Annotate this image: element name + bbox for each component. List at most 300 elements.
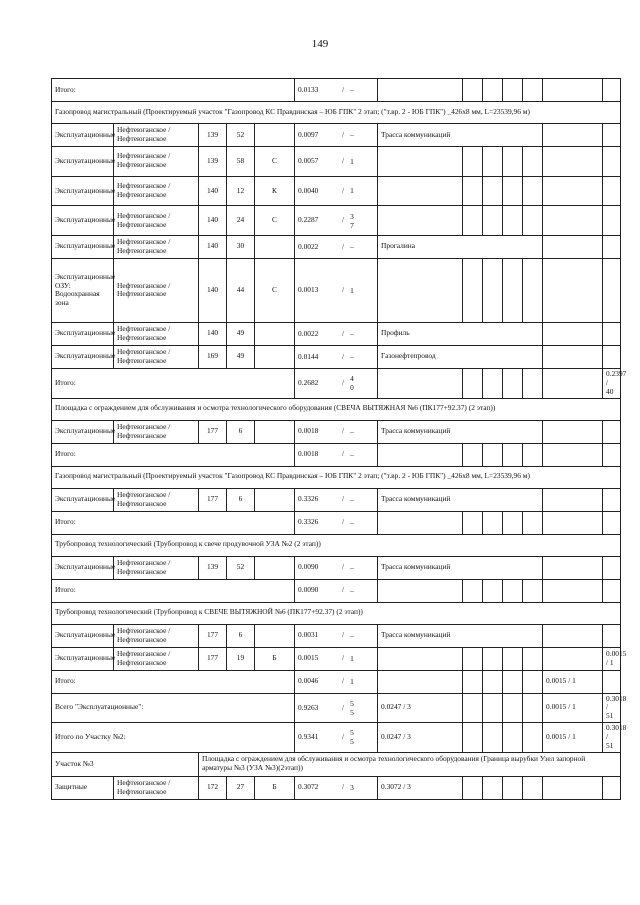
col-e (463, 443, 483, 466)
col-e3 (503, 443, 523, 466)
category-code-cell (255, 322, 295, 345)
forestry-cell: Нефтеюганское / Нефтеюганское (114, 176, 199, 206)
category-cell: Эксплуатационные (52, 624, 114, 647)
category-cell: Эксплуатационные (52, 206, 114, 236)
plot-count: – (350, 85, 354, 95)
area-value: 0.0022 (298, 328, 319, 338)
area-value: 0.0046 (298, 676, 319, 686)
total-label: Итого: (52, 579, 295, 602)
table-row (52, 420, 621, 443)
col-e4 (523, 776, 543, 799)
category-cell: Эксплуатационные (52, 124, 114, 147)
col-f (543, 345, 603, 368)
col-f (543, 235, 603, 258)
area-value: 0.9263 (298, 702, 319, 712)
table-row (52, 624, 621, 647)
col-d (378, 206, 463, 236)
col-e2 (483, 258, 503, 322)
col-f (523, 670, 543, 693)
col-e4 (523, 258, 543, 322)
forestry-cell: Нефтеюганское / Нефтеюганское (114, 124, 199, 147)
parcel-cell: 6 (227, 420, 255, 443)
quarter-cell: 140 (199, 176, 227, 206)
total-label: Итого: (52, 511, 295, 534)
parcel-cell: 6 (227, 488, 255, 511)
col-d (378, 79, 463, 102)
category-code-cell: С (255, 258, 295, 322)
table-row (52, 556, 621, 579)
plot-count: – (350, 449, 354, 459)
col-e (463, 511, 483, 534)
col-g (603, 345, 621, 368)
col-e2 (483, 206, 503, 236)
category-code-cell: С (255, 206, 295, 236)
col-g (603, 420, 621, 443)
col-f (543, 776, 603, 799)
note-cell: Трасса коммуникаций (378, 556, 543, 579)
table-row (52, 488, 621, 511)
col-f (523, 723, 543, 753)
forestry-cell: Нефтеюганское / Нефтеюганское (114, 624, 199, 647)
category-code-cell: Б (255, 776, 295, 799)
area-value: 0.3072 (298, 782, 319, 792)
category-code-cell (255, 124, 295, 147)
col-e2 (483, 723, 503, 753)
col-e3 (503, 647, 523, 670)
col-e2 (483, 79, 503, 102)
quarter-cell: 140 (199, 235, 227, 258)
forestry-cell: Нефтеюганское / Нефтеюганское (114, 206, 199, 236)
category-cell: Эксплуатационные (52, 420, 114, 443)
plot-count: – (350, 329, 354, 339)
forestry-cell: Нефтеюганское / Нефтеюганское (114, 647, 199, 670)
category-code-cell (255, 345, 295, 368)
section-title: Газопровод магистральный (Проектируемый участок "Газопровод КС Правдинская – ЮБ ГПК" 2 этап; ("т.вр. 2 - ЮБ ГПК") _426х8 мм, L=23539,96 м) (52, 466, 621, 488)
col-e2 (483, 147, 503, 177)
col-d (378, 647, 463, 670)
quarter-cell: 177 (199, 647, 227, 670)
area-value: 0.0018 (298, 449, 319, 459)
area-value: 0.0057 (298, 155, 319, 165)
area-cell: 0.3326 / – (295, 511, 378, 534)
category-code-cell: С (255, 147, 295, 177)
col-f (543, 206, 603, 236)
plot-count: 1 (350, 156, 354, 166)
quarter-cell: 139 (199, 124, 227, 147)
table-row (52, 176, 621, 206)
section-title: Площадка с ограждением для обслуживания и осмотра технологического оборудования (СВЕЧА ВЫТЯЖНАЯ №6 (ПК177+92.37) (2 этап)) (52, 398, 621, 420)
area-value: 0.0031 (298, 630, 319, 640)
col-e (463, 647, 483, 670)
col-e3 (503, 511, 523, 534)
area-value: 0.0018 (298, 426, 319, 436)
col-e2 (483, 776, 503, 799)
col-h (603, 579, 621, 602)
parcel-cell: 19 (227, 647, 255, 670)
table-row (52, 206, 621, 236)
area-cell: 0.0015 / 1 (295, 647, 378, 670)
table-row (52, 124, 621, 147)
category-code-cell: Б (255, 647, 295, 670)
parcel-cell: 27 (227, 776, 255, 799)
col-e3 (503, 258, 523, 322)
area-value: 0.0013 (298, 285, 319, 295)
category-cell: Эксплуатационные (52, 322, 114, 345)
plot-label: Участок №3 (52, 752, 199, 776)
area-value: 0.2287 (298, 215, 319, 225)
total-label: Итого: (52, 670, 295, 693)
section-header-row (52, 398, 621, 420)
area-cell: 0.0144 / – (295, 345, 378, 368)
table-row (52, 322, 621, 345)
col-e3 (503, 176, 523, 206)
col-f (543, 322, 603, 345)
forestry-cell: Нефтеюганское / Нефтеюганское (114, 488, 199, 511)
note-cell: Трасса коммуникаций (378, 124, 543, 147)
area-value: 0.0144 (298, 351, 319, 361)
total-row (52, 368, 621, 398)
col-g (603, 258, 621, 322)
col-f (523, 511, 543, 534)
category-cell: Эксплуатационные (52, 647, 114, 670)
quarter-cell: 177 (199, 420, 227, 443)
col-e2 (483, 176, 503, 206)
col-e3 (503, 723, 523, 753)
col-d (378, 368, 463, 398)
col-h (603, 511, 621, 534)
area-cell: 0.0031 / – (295, 624, 378, 647)
forest-plots-table (51, 78, 627, 800)
forestry-cell: Нефтеюганское / Нефтеюганское (114, 776, 199, 799)
note-cell: Трасса коммуникаций (378, 488, 543, 511)
plot-count: 3 7 (350, 211, 354, 230)
area-cell: 0.0018 / – (295, 420, 378, 443)
col-h (603, 443, 621, 466)
col-f (543, 258, 603, 322)
category-cell: Эксплуатационные (52, 488, 114, 511)
category-code-cell (255, 488, 295, 511)
quarter-cell: 177 (199, 624, 227, 647)
forestry-cell: Нефтеюганское / Нефтеюганское (114, 420, 199, 443)
note-cell: Трасса коммуникаций (378, 624, 543, 647)
col-e (463, 79, 483, 102)
col-f (523, 579, 543, 602)
plot-count: – (350, 517, 354, 527)
plot-count: – (350, 130, 354, 140)
col-f (523, 693, 543, 723)
col-f (543, 124, 603, 147)
col-h: 0.2397 / 40 (603, 368, 621, 398)
col-e (463, 176, 483, 206)
col-h (603, 670, 621, 693)
col-g (543, 443, 603, 466)
table-row (52, 258, 621, 322)
forestry-cell: Нефтеюганское / Нефтеюганское (114, 556, 199, 579)
col-e4 (523, 206, 543, 236)
plot-header-row (52, 752, 621, 776)
col-f (523, 368, 543, 398)
col-f (543, 556, 603, 579)
col-f (543, 420, 603, 443)
col-g: 0.0015 / 1 (543, 693, 603, 723)
col-f (523, 79, 543, 102)
plot-count: – (350, 585, 354, 595)
col-e (463, 368, 483, 398)
area-cell: 0.0022 / – (295, 322, 378, 345)
parcel-cell: 44 (227, 258, 255, 322)
area-cell: 0.0046 / 1 (295, 670, 378, 693)
col-g (543, 79, 603, 102)
parcel-cell: 52 (227, 124, 255, 147)
col-e2 (483, 647, 503, 670)
total-label: Итого: (52, 368, 295, 398)
plot-count: 1 (350, 653, 354, 663)
plot-count: 5 5 (350, 728, 354, 747)
plot-count: – (350, 494, 354, 504)
area-value: 0.2682 (298, 377, 319, 387)
col-e2 (483, 443, 503, 466)
area-cell: 0.9341 / 5 5 (295, 723, 378, 753)
area-cell: 0.0133 / – (295, 79, 378, 102)
area-value: 0.0040 (298, 185, 319, 195)
col-e (463, 258, 483, 322)
col-f (523, 443, 543, 466)
col-e (463, 693, 483, 723)
category-cell: Эксплуатационные (52, 176, 114, 206)
col-e2 (483, 670, 503, 693)
col-d (378, 147, 463, 177)
col-e2 (483, 693, 503, 723)
section-header-row (52, 602, 621, 624)
forestry-cell: Нефтеюганское / Нефтеюганское (114, 345, 199, 368)
col-g (603, 624, 621, 647)
section-title: Трубопровод технологический (Трубопровод к свече продувочной УЗА №2 (2 этап)) (52, 534, 621, 556)
parcel-cell: 24 (227, 206, 255, 236)
col-f (543, 147, 603, 177)
parcel-cell: 49 (227, 345, 255, 368)
area-cell: 0.0018 / – (295, 443, 378, 466)
area-value: 0.0090 (298, 585, 319, 595)
col-e3 (503, 206, 523, 236)
category-code-cell (255, 235, 295, 258)
parcel-cell: 12 (227, 176, 255, 206)
area-cell: 0.9263 / 5 5 (295, 693, 378, 723)
total-row (52, 579, 621, 602)
col-e4 (523, 147, 543, 177)
col-e3 (503, 368, 523, 398)
quarter-cell: 140 (199, 322, 227, 345)
total-row (52, 511, 621, 534)
plot-count: – (350, 426, 354, 436)
category-cell: Защитные (52, 776, 114, 799)
area-cell: 0.0040 / 1 (295, 176, 378, 206)
quarter-cell: 139 (199, 147, 227, 177)
col-f (543, 488, 603, 511)
total-row (52, 693, 621, 723)
plot-count: 5 5 (350, 698, 354, 717)
category-code-cell (255, 420, 295, 443)
area-cell: 0.3326 / – (295, 488, 378, 511)
col-d (378, 670, 463, 693)
col-d (378, 579, 463, 602)
col-g (603, 147, 621, 177)
category-code-cell: К (255, 176, 295, 206)
forestry-cell: Нефтеюганское / Нефтеюганское (114, 235, 199, 258)
col-d: 0.0247 / 3 (378, 723, 463, 753)
col-g (603, 776, 621, 799)
col-g (543, 511, 603, 534)
quarter-cell: 169 (199, 345, 227, 368)
col-h (603, 79, 621, 102)
category-cell: Эксплуатационные (52, 235, 114, 258)
col-g (543, 579, 603, 602)
col-e (463, 723, 483, 753)
table-row (52, 345, 621, 368)
col-d (378, 443, 463, 466)
col-d (378, 511, 463, 534)
col-g (603, 235, 621, 258)
total-label: Итого: (52, 79, 295, 102)
page-number: 149 (311, 38, 329, 50)
area-cell: 0.0022 / – (295, 235, 378, 258)
parcel-cell: 49 (227, 322, 255, 345)
plot-description: Площадка с ограждением для обслуживания и осмотра технологического оборудования (Граница вырубки Узел запорной арматуры №3 (УЗА №3)(2этап)) (199, 752, 621, 776)
col-g (603, 206, 621, 236)
area-cell: 0.2287 / 3 7 (295, 206, 378, 236)
plot-count: 1 (350, 676, 354, 686)
col-h: 0.3018 / 51 (603, 723, 621, 753)
col-e (463, 147, 483, 177)
col-e (463, 776, 483, 799)
note-cell: Прогалина (378, 235, 543, 258)
plot-count: – (350, 242, 354, 252)
col-g (603, 488, 621, 511)
quarter-cell: 140 (199, 258, 227, 322)
col-d: 0.3072 / 3 (378, 776, 463, 799)
col-e3 (503, 579, 523, 602)
area-cell: 0.2682 / 4 0 (295, 368, 378, 398)
quarter-cell: 177 (199, 488, 227, 511)
forestry-cell: Нефтеюганское / Нефтеюганское (114, 322, 199, 345)
area-value: 0.0133 (298, 84, 319, 94)
area-cell: 0.0097 / – (295, 124, 378, 147)
section-title: Газопровод магистральный (Проектируемый участок "Газопровод КС Правдинская – ЮБ ГПК" 2 этап; ("т.вр. 2 - ЮБ ГПК") _426х8 мм, L=23539,96 м) (52, 102, 621, 124)
col-e (463, 670, 483, 693)
table-row (52, 235, 621, 258)
plot-count: 3 (350, 783, 354, 793)
col-g: 0.0015 / 1 (543, 723, 603, 753)
col-e4 (523, 176, 543, 206)
col-d (378, 258, 463, 322)
forestry-cell: Нефтеюганское / Нефтеюганское (114, 258, 199, 322)
total-row (52, 670, 621, 693)
category-cell: Эксплуатационные (52, 345, 114, 368)
col-g: 0.0015 / 1 (543, 670, 603, 693)
note-cell: Профиль (378, 322, 543, 345)
col-e2 (483, 579, 503, 602)
area-value: 0.0097 (298, 129, 319, 139)
quarter-cell: 172 (199, 776, 227, 799)
area-value: 0.0022 (298, 241, 319, 251)
col-d: 0.0247 / 3 (378, 693, 463, 723)
area-cell: 0.0057 / 1 (295, 147, 378, 177)
plot-count: 1 (350, 285, 354, 295)
category-cell: Эксплуатационные (52, 147, 114, 177)
area-value: 0.0015 (298, 653, 319, 663)
area-cell: 0.3072 / 3 (295, 776, 378, 799)
col-e3 (503, 670, 523, 693)
col-e3 (503, 693, 523, 723)
plot-count: – (350, 352, 354, 362)
table-row (52, 147, 621, 177)
total-row (52, 443, 621, 466)
col-e (463, 579, 483, 602)
col-g (543, 368, 603, 398)
col-e4 (523, 647, 543, 670)
plot-count: 4 0 (350, 374, 354, 393)
area-value: 0.9341 (298, 732, 319, 742)
section-header-row (52, 534, 621, 556)
parcel-cell: 6 (227, 624, 255, 647)
section-header-row (52, 102, 621, 124)
category-cell: Эксплуатационные (52, 556, 114, 579)
col-g: 0.0015 / 1 (603, 647, 621, 670)
plot-count: – (350, 562, 354, 572)
plot-count: 1 (350, 186, 354, 196)
area-value: 0.3326 (298, 494, 319, 504)
table-row (52, 776, 621, 799)
section-title: Трубопровод технологический (Трубопровод к СВЕЧЕ ВЫТЯЖНОЙ №6 (ПК177+92.37) (2 этап)) (52, 602, 621, 624)
parcel-cell: 30 (227, 235, 255, 258)
col-h: 0.3018 / 51 (603, 693, 621, 723)
section-header-row (52, 466, 621, 488)
area-value: 0.3326 (298, 517, 319, 527)
area-cell: 0.0090 / – (295, 556, 378, 579)
area-value: 0.0090 (298, 562, 319, 572)
col-e3 (503, 776, 523, 799)
quarter-cell: 140 (199, 206, 227, 236)
col-f (543, 176, 603, 206)
category-code-cell (255, 556, 295, 579)
col-g (603, 176, 621, 206)
forestry-cell: Нефтеюганское / Нефтеюганское (114, 147, 199, 177)
col-g (603, 556, 621, 579)
col-f (543, 647, 603, 670)
col-e3 (503, 147, 523, 177)
col-g (603, 124, 621, 147)
note-cell: Трасса коммуникаций (378, 420, 543, 443)
col-e2 (483, 368, 503, 398)
col-d (378, 176, 463, 206)
col-e3 (503, 79, 523, 102)
area-cell: 0.0013 / 1 (295, 258, 378, 322)
col-e (463, 206, 483, 236)
parcel-cell: 58 (227, 147, 255, 177)
category-cell: Эксплуатационные ОЗУ: Водоохранная зона (52, 258, 114, 322)
parcel-cell: 52 (227, 556, 255, 579)
quarter-cell: 139 (199, 556, 227, 579)
total-label: Всего "Эксплуатационные": (52, 693, 295, 723)
total-row (52, 79, 621, 102)
note-cell: Газонефтепровод (378, 345, 543, 368)
col-g (603, 322, 621, 345)
total-label: Итого по Участку №2: (52, 723, 295, 753)
col-f (543, 624, 603, 647)
total-row (52, 723, 621, 753)
area-cell: 0.0090 / – (295, 579, 378, 602)
col-e2 (483, 511, 503, 534)
category-code-cell (255, 624, 295, 647)
